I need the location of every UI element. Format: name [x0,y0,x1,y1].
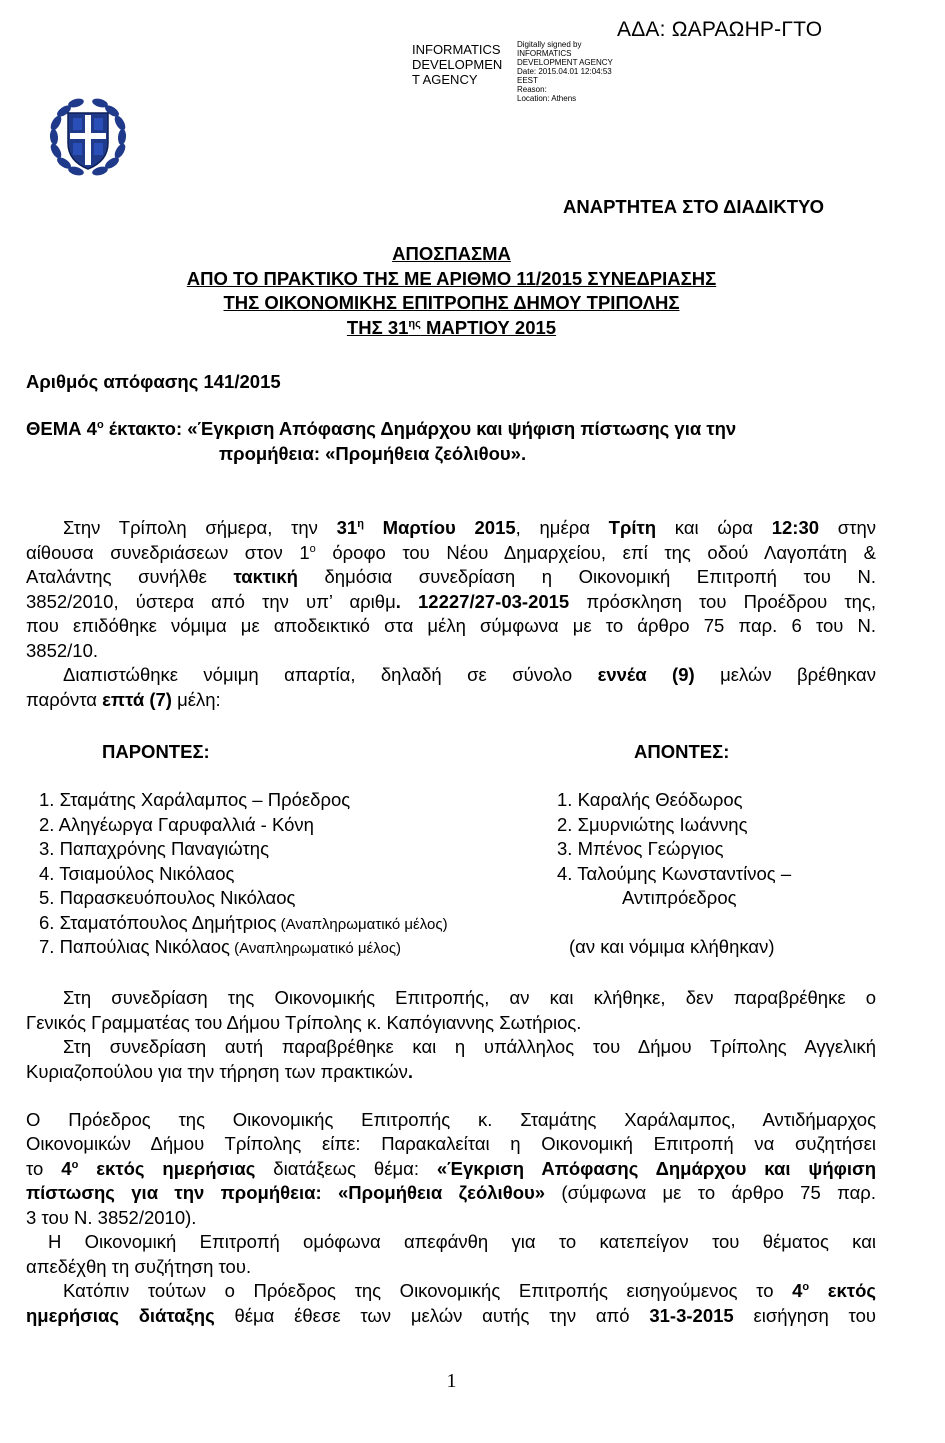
text: θέμα έθεσε των μελών αυτής την από [214,1305,650,1326]
subject-label: ΘΕΜΑ 4 [26,418,97,439]
text: . 12227/27-03-2015 [395,591,570,612]
text: και ώρα [656,517,772,538]
item-number: 6. [39,912,55,933]
item-note: (Αναπληρωματικό μέλος) [229,940,402,957]
text: ο [71,1158,79,1171]
text: 31 [336,517,358,538]
present-heading: ΠΑΡΟΝΤΕΣ: [102,741,210,762]
para2-line-2 [26,688,876,713]
signature-detail-line: Digitally signed by [517,40,582,49]
list-item [39,836,269,861]
text: τακτική [233,566,298,587]
text: μέλη: [171,689,221,710]
list-item [557,812,748,837]
item-number: 4. [39,863,55,884]
text: πίστωσης για την προμήθεια: «Προμήθεια ζεόλιθου» [26,1182,546,1203]
signature-detail-line: Date: 2015.04.01 12:04:53 [517,67,612,76]
para6-line-2: απεδέχθη τη συζήτηση του. [26,1256,252,1277]
para5-line-2: Οικονομικών Δήμου Τρίπολης είπε: Παρακαλείται η Οικονομική Επιτροπή να συζητήσει [26,1133,876,1154]
title-date-day: ΤΗΣ 31 [346,317,409,338]
text: Κυριαζοπούλου για την τήρηση των πρακτικών [26,1061,408,1082]
list-item [39,861,234,886]
subject-line-1 [26,416,736,441]
item-number: 7. [39,936,55,957]
para5-line-5: 3 του Ν. 3852/2010). [26,1207,197,1228]
para2-line-1 [26,663,876,688]
signature-name [412,42,502,87]
list-item [557,836,724,861]
text: 3852/2010, ύστερα από την υπ’ αριθμ [26,591,396,612]
text: πρόσκληση του Προέδρου της, [569,591,876,612]
text: ο [309,542,316,555]
text: 4 [61,1158,72,1179]
list-item [39,934,401,961]
item-name: Σταμάτης Χαράλαμπος – Πρόεδρος [59,789,351,810]
para1-line-3 [26,565,876,590]
title-date-month: ΜΑΡΤΙΟΥ 2015 [420,317,557,338]
text: 12:30 [771,517,820,538]
text: όροφο του Νέου Δημαρχείου, επί της οδού Λαγοπάτη & [315,542,877,563]
item-number: 2. [39,814,55,835]
text: Αταλάντης συνήλθε [26,566,234,587]
para5-line-3 [26,1157,876,1182]
para5-line-4 [26,1181,876,1206]
text: στην [819,517,876,538]
title-line-1: ΑΠΟΣΠΑΣΜΑ [392,243,511,264]
list-item [39,812,314,837]
list-item-continuation: Αντιπρόεδρος [622,887,737,908]
para3-line-2: Γενικός Γραμματέας του Δήμου Τρίπολης κ. Καπόγιαννης Σωτήριος. [26,1012,582,1033]
item-name: Μπένος Γεώργιος [577,838,724,859]
item-name: Ταλούμης Κωνσταντίνος – [577,863,792,884]
signature-detail-line: DEVELOPMENT AGENCY [517,58,613,67]
item-number: 1. [557,789,573,810]
text: «Έγκριση Απόφασης Δημάρχου και ψήφιση [436,1158,876,1179]
para4-line-2 [26,1060,876,1085]
text: Κατόπιν τούτων ο Πρόεδρος της Οικονομικής Επιτροπής εισηγούμενος το [63,1280,793,1301]
text: η [357,517,364,530]
item-name: Καραλής Θεόδωρος [577,789,743,810]
para1-line-6: 3852/10. [26,640,99,661]
para1-line-4 [26,590,876,615]
absent-heading: ΑΠΟΝΤΕΣ: [634,741,730,762]
item-number: 2. [557,814,573,835]
list-item [39,787,350,812]
item-number: 3. [39,838,55,859]
signature-detail-line: Reason: [517,85,547,94]
title-line-2: ΑΠΟ ΤΟ ΠΡΑΚΤΙΚΟ ΤΗΣ ΜΕ ΑΡΙΘΜΟ 11/2015 ΣΥΝΕΔΡΙΑΣΗΣ [186,268,717,289]
para7-line-1 [26,1279,876,1304]
para1-line-5: που επιδόθηκε νόμιμα με αποδεικτικό στα μέλη σύμφωνα με το άρθρο 75 παρ. 6 του Ν. [26,615,876,636]
item-name: Τσιαμούλος Νικόλαος [59,863,235,884]
item-number: 4. [557,863,573,884]
signature-detail-line: EEST [517,76,538,85]
signature-name-line: T AGENCY [412,72,478,87]
text: παρόντα [26,689,103,710]
text: εκτός [809,1280,876,1301]
item-name: Σμυρνιώτης Ιωάννης [577,814,748,835]
item-number: 3. [557,838,573,859]
para1-line-1 [26,516,876,541]
list-item [557,787,743,812]
para1-line-2 [26,541,876,566]
absent-note: (αν και νόμιμα κλήθηκαν) [569,936,775,957]
text: ο [802,1280,810,1293]
ada-code: ΑΔΑ: ΩΑΡΑΩΗΡ-ΓΤΟ [617,18,823,41]
text: επτά (7) [102,689,172,710]
signature-name-line: INFORMATICS [412,42,501,57]
text: 31-3-2015 [649,1305,734,1326]
list-item [557,861,791,886]
text: το [26,1158,62,1179]
subject-text: έκτακτο: «Έγκριση Απόφασης Δημάρχου και ψήφιση πίστωσης για την [103,418,737,439]
item-number: 1. [39,789,55,810]
text: Διαπιστώθηκε νόμιμη απαρτία, δηλαδή σε σύνολο [63,664,598,685]
para3-line-1: Στη συνεδρίαση της Οικονομικής Επιτροπής, αν και κλήθηκε, δεν παραβρέθηκε ο [63,987,876,1008]
item-name: Παρασκευόπουλος Νικόλαος [59,887,296,908]
list-item [39,910,448,937]
text: Μαρτίου 2015 [363,517,516,538]
para7-line-2 [26,1304,876,1329]
list-item [39,885,295,910]
title-line-3: ΤΗΣ ΟΙΚΟΝΟΜΙΚΗΣ ΕΠΙΤΡΟΠΗΣ ΔΗΜΟΥ ΤΡΙΠΟΛΗΣ [223,292,680,313]
text: 4 [792,1280,803,1301]
text: μελών βρέθηκαν [694,664,877,685]
text: αίθουσα συνεδριάσεων στον 1 [26,542,310,563]
item-name: Αληγέωργα Γαρυφαλλιά - Κόνη [58,814,314,835]
text: διατάξεως θέμα: [255,1158,437,1179]
text: δημόσια συνεδρίαση η Οικονομική Επιτροπή του Ν. [297,566,876,587]
text: εκτός ημερήσιας [78,1158,256,1179]
item-number: 5. [39,887,55,908]
item-note: (Αναπληρωματικό μέλος) [276,916,448,933]
signature-name-line: DEVELOPMEN [412,57,503,72]
text: Τρίτη [608,517,657,538]
subject-line-2: προμήθεια: «Προμήθεια ζεόλιθου». [219,443,527,464]
subject-sup: ο [96,418,104,431]
item-name: Σταματόπουλος Δημήτριος [59,912,277,933]
page-number: 1 [446,1370,457,1392]
item-name: Παπαχρόνης Παναγιώτης [59,838,270,859]
text: εννέα (9) [597,664,695,685]
signature-detail-line: Location: Athens [517,94,577,103]
item-name: Παπούλιας Νικόλαος [59,936,230,957]
text: εισήγηση του [733,1305,876,1326]
text: , ημέρα [515,517,609,538]
text: . [407,1061,413,1082]
title-date-suffix: ης [408,317,421,330]
para6-line-1: Η Οικονομική Επιτροπή ομόφωνα απεφάνθη για το κατεπείγον του θέματος και [48,1231,876,1252]
title-line-4 [0,317,903,339]
signature-details [517,40,613,103]
decision-number: Αριθμός απόφασης 141/2015 [26,371,281,392]
para5-line-1: Ο Πρόεδρος της Οικονομικής Επιτροπής κ. Σταμάτης Χαράλαμπος, Αντιδήμαρχος [26,1109,876,1130]
text: ημερήσιας διάταξης [26,1305,215,1326]
signature-detail-line: INFORMATICS [517,49,572,58]
text: Στην Τρίπολη σήμερα, την [63,517,337,538]
para4-line-1: Στη συνεδρίαση αυτή παραβρέθηκε και η υπάλληλος του Δήμου Τρίπολης Αγγελική [63,1036,876,1057]
publish-note: ΑΝΑΡΤΗΤΕΑ ΣΤΟ ΔΙΑΔΙΚΤΥΟ [563,196,825,217]
text: (σύμφωνα με το άρθρο 75 παρ. [545,1182,876,1203]
greek-state-emblem-icon [44,93,132,181]
